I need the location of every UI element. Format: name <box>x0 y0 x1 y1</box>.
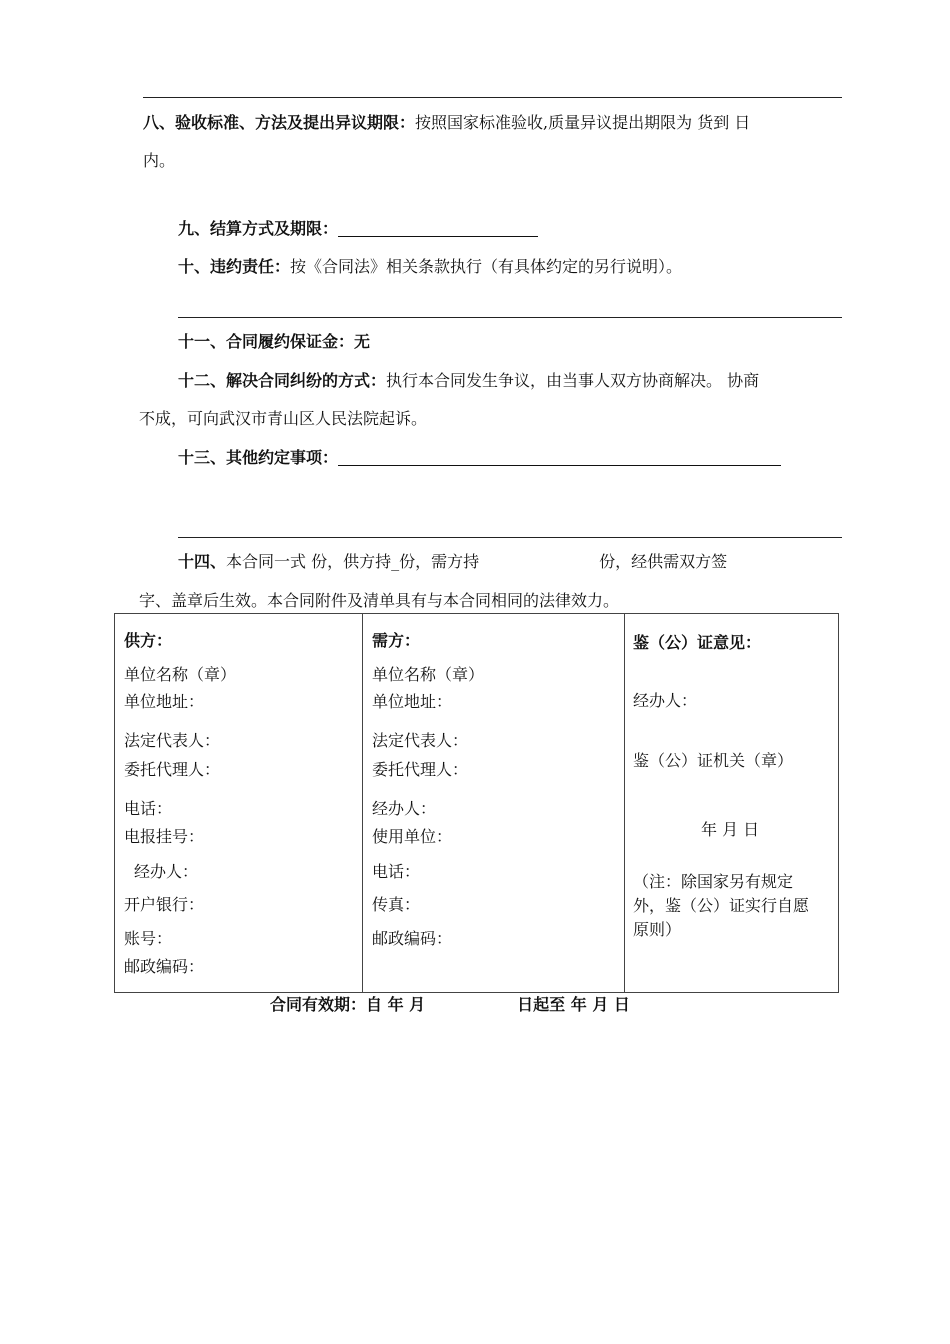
validity-label: 合同有效期： <box>270 995 367 1014</box>
notary-agent: 经办人： <box>633 691 698 710</box>
clause-8-label: 八、验收标准、方法及提出异议期限： <box>143 113 416 132</box>
buyer-title: 需方： <box>372 631 421 650</box>
clause-10-blank-line[interactable] <box>178 317 842 318</box>
clause-13 <box>178 447 781 469</box>
notary-date: 年 月 日 <box>701 820 760 839</box>
other-terms-blank[interactable] <box>338 449 781 466</box>
settlement-blank[interactable] <box>338 220 538 237</box>
clause-9 <box>178 218 538 240</box>
supplier-unit-name: 单位名称（章） <box>124 665 237 684</box>
clause-13-label: 十三、其他约定事项： <box>178 448 339 467</box>
buyer-phone: 电话： <box>372 862 421 881</box>
clause-10-label: 十、违约责任： <box>178 257 291 276</box>
clause-11-value: 无 <box>354 332 371 351</box>
buyer-cell <box>363 614 625 993</box>
validity-from: 自 年 月 <box>366 995 426 1014</box>
clause-12-text: 执行本合同发生争议，由当事人双方协商解决。 协商 <box>386 371 760 390</box>
buyer-legal-rep: 法定代表人： <box>372 731 469 750</box>
buyer-fax: 传真： <box>372 895 421 914</box>
notary-cell <box>625 614 839 993</box>
supplier-handler: 经办人： <box>134 862 199 881</box>
supplier-phone: 电话： <box>124 799 173 818</box>
buyer-unit-name: 单位名称（章） <box>372 665 485 684</box>
clause-12-continuation: 不成，可向武汉市青山区人民法院起诉。 <box>139 409 428 428</box>
supplier-agent: 委托代理人： <box>124 760 221 779</box>
signature-table <box>114 613 839 993</box>
notary-title: 鉴（公）证意见： <box>633 633 762 652</box>
buyer-unit-address: 单位地址： <box>372 692 453 711</box>
validity-to: 日起至 年 月 日 <box>517 995 630 1014</box>
supplier-postcode: 邮政编码： <box>124 957 205 976</box>
buyer-postcode: 邮政编码： <box>372 929 453 948</box>
clause-14-text-b: 份，经供需双方签 <box>599 552 728 571</box>
supplier-unit-address: 单位地址： <box>124 692 205 711</box>
buyer-handler: 经办人： <box>372 799 437 818</box>
notary-office: 鉴（公）证机关（章） <box>633 751 794 770</box>
clause-13-blank-line[interactable] <box>178 537 842 538</box>
notary-note: （注：除国家另有规定外，鉴（公）证实行自愿原则） <box>633 872 810 939</box>
clause-10-text: 按《合同法》相关条款执行（有具体约定的另行说明）。 <box>290 257 683 276</box>
clause-11-label: 十一、合同履约保证金： <box>178 332 355 351</box>
clause-8-text: 按照国家标准验收,质量异议提出期限为 货到 日 <box>415 113 751 132</box>
clause-8-continuation: 内。 <box>143 151 176 170</box>
supplier-bank: 开户银行： <box>124 895 205 914</box>
clause-8 <box>143 112 750 134</box>
clause-14-label: 十四、 <box>178 552 227 571</box>
clause-14-continuation: 字、盖章后生效。本合同附件及清单具有与本合同相同的法律效力。 <box>139 591 620 610</box>
contract-validity <box>270 994 630 1016</box>
clause-9-label: 九、结算方式及期限： <box>178 219 339 238</box>
clause-12-label: 十二、解决合同纠纷的方式： <box>178 371 387 390</box>
top-divider <box>143 97 842 98</box>
supplier-account: 账号： <box>124 929 173 948</box>
clause-14 <box>178 551 727 573</box>
clause-12 <box>178 370 759 392</box>
buyer-using-unit: 使用单位： <box>372 827 453 846</box>
buyer-agent: 委托代理人： <box>372 760 469 779</box>
clause-14-text-a: 本合同一式 份，供方持_份，需方持 <box>226 552 480 571</box>
supplier-cell <box>115 614 363 993</box>
supplier-telegraph: 电报挂号： <box>124 827 205 846</box>
supplier-legal-rep: 法定代表人： <box>124 731 221 750</box>
clause-10 <box>178 256 682 278</box>
supplier-title: 供方： <box>124 631 173 650</box>
clause-11 <box>178 331 370 353</box>
